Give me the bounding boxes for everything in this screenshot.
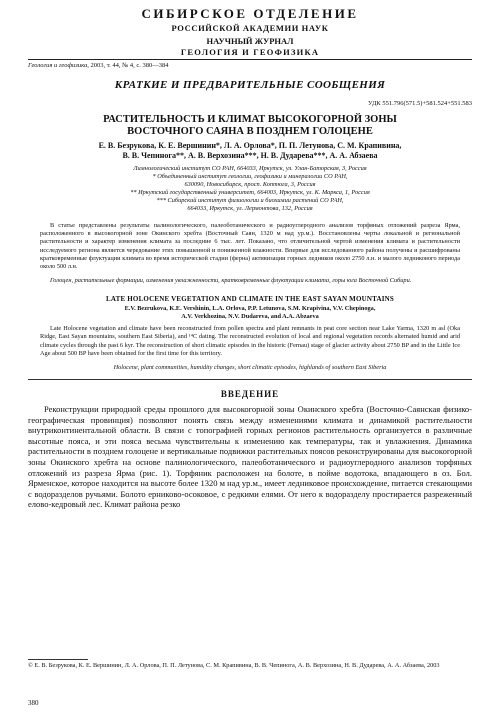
publisher-header <box>0 0 500 57</box>
keywords-ru: Голоцен, растительные формации, изменения увлажненности, кратковременные флуктуации климата, горы юга Восточной Сибири. <box>50 277 412 285</box>
copyright-note: © Е. В. Безрукова, К. Е. Вершинин, Л. А. Орлова, П. П. Летунова, С. М. Крапивина, В. В. Чепинога, А. В. Верхозина, Н. В. Дударева, А. А. Абзаева, 2003 <box>28 662 440 669</box>
intro-body: Реконструкции природной среды прошлого для высокогорной зоны Окинского хребта (Восточно-Саянская физико-географическая провинция) позволяют понять связь между изменениями климата и динамикой растительности внутриконтинентальной области. В связи с топографией горных регионов растительность организуется в различные высотные пояса, и эти пояса весьма чувствительны к изменению как температуры, так и увлажнения. Динамика растительности в позднем голоцене и вертикальные подвижки растительных поясов реконструированы для высокогорной зоны Окинского хребта на основе палинологического, палеоботанического и радиоуглеродного анализов торфяных отложений из разреза Ярма (рис. 1). Торфяник расположен на болоте, в пойме водотока, впадающего в оз. Бол. Ярменское, которое находится на высоте более 1320 м над ур.м., имеет ледниковое происхождение, питается стекающими с водоразделов ручьями. Болото ерниково-осоковое, с редкими елями. От него к водоразделу простирается разреженный елово-кедровый лес. Климат района резко <box>28 404 472 510</box>
citation-journal: Геология и геофизика <box>28 62 88 69</box>
citation-line <box>28 62 472 69</box>
affiliation-line: ** Иркутский государственный университет, 664003, Иркутск, ул. К. Маркса, 1, Россия <box>130 189 370 196</box>
citation-details: , 2003, т. 44, № 4, с. 380—384 <box>87 62 169 69</box>
affiliation-line: 664033, Иркутск, ул. Лермонтова, 132, Россия <box>187 205 313 212</box>
journal-label: НАУЧНЫЙ ЖУРНАЛ <box>206 36 294 46</box>
intro-heading: ВВЕДЕНИЕ <box>220 389 280 400</box>
publisher-org: СИБИРСКОЕ ОТДЕЛЕНИЕ <box>141 6 359 21</box>
english-authors-line: A.V. Verkhozina, N.V. Dudareva, and A.A. Abzaeva <box>181 313 319 321</box>
affiliations <box>0 165 500 213</box>
article-title <box>0 114 500 138</box>
section-header: КРАТКИЕ И ПРЕДВАРИТЕЛЬНЫЕ СООБЩЕНИЯ <box>114 79 386 91</box>
publisher-sub: РОССИЙСКОЙ АКАДЕМИИ НАУК <box>171 23 329 33</box>
english-authors-line: E.V. Bezrukova, K.E. Vershinin, L.A. Orlova, P.P. Letunova, S.M. Krapivina, V.V. Chepinoga, <box>124 305 376 313</box>
affiliation-line: * Объединенный институт геологии, геофизики и минералогии СО РАН, <box>152 173 348 180</box>
keywords-en: Holocene, plant communities, humidity changes, short climatic episodes, highlands of southern East Siberia <box>113 364 387 372</box>
footnote-rule <box>28 659 88 660</box>
english-authors <box>0 305 500 321</box>
journal-name: ГЕОЛОГИЯ И ГЕОФИЗИКА <box>180 47 320 57</box>
english-title: LATE HOLOCENE VEGETATION AND CLIMATE IN THE EAST SAYAN MOUNTAINS <box>105 295 394 304</box>
title-line: ВОСТОЧНОГО САЯНА В ПОЗДНЕМ ГОЛОЦЕНЕ <box>127 126 373 137</box>
udk-code: УДК 551.796(571.5)+581.524+551.583 <box>368 100 472 107</box>
title-line: РАСТИТЕЛЬНОСТЬ И КЛИМАТ ВЫСОКОГОРНОЙ ЗОНЫ <box>103 114 397 125</box>
header-rule <box>28 59 472 60</box>
section-divider <box>28 379 472 380</box>
authors <box>0 141 500 161</box>
affiliation-line: Лимнологический институт СО РАН, 664033, Иркутск, ул. Улан-Баторская, 3, Россия <box>133 165 367 172</box>
abstract-en: Late Holocene vegetation and climate have been reconstructed from pollen spectra and plant remnants in peat core section near Lake Yarma, 1320 m asl (Oka Ridge, East Sayan mountains, southern East Siberia), and ¹⁴C dating. The reconstructed evolution of local and regional vegetation records alternated humid and arid climate cycles through the past 6 kyr. The reconstruction of short climatic episodes in the historic (Fernau) stage of glacier activity about 2750 BP and in the Little Ice Age about 500 BP have been obtained for the first time for this territory. <box>40 325 460 357</box>
affiliation-line: 630090, Новосибирск, просп. Коптюга, 3, Россия <box>184 181 316 188</box>
affiliation-line: *** Сибирский институт физиологии и биохимии растений СО РАН, <box>156 197 344 204</box>
abstract-ru: В статье представлены результаты палинологического, палеоботанического и радиоуглеродного анализов торфяных отложений разреза Ярма, расположенного в высокогорной зоне Окинского хребта (Восточный Саян, 1320 м над ур.м.). Восстановлены черты локальной и региональной растительности и характер изменения климата за последние 6 тыс. лет. Показано, что отличительной чертой изменения климата и растительности исследуемого региона является чередование этих повышенной и пониженной влажности. Впервые для исследованного района получены и расшифрованы кратковременные флуктуации климата во время исторической стадии (ферна) активизации горных ледников около 2750 л.н. и малого ледникового периода около 500 л.н. <box>40 222 460 271</box>
page-number: 380 <box>28 699 39 707</box>
authors-line: Е. В. Безрукова, К. Е. Вершинин*, Л. А. Орлова*, П. П. Летунова, С. М. Крапивина, <box>98 141 402 150</box>
authors-line: В. В. Чепинога**, А. В. Верхозина***, Н. В. Дударева***, А. А. Абзаева <box>122 151 378 160</box>
